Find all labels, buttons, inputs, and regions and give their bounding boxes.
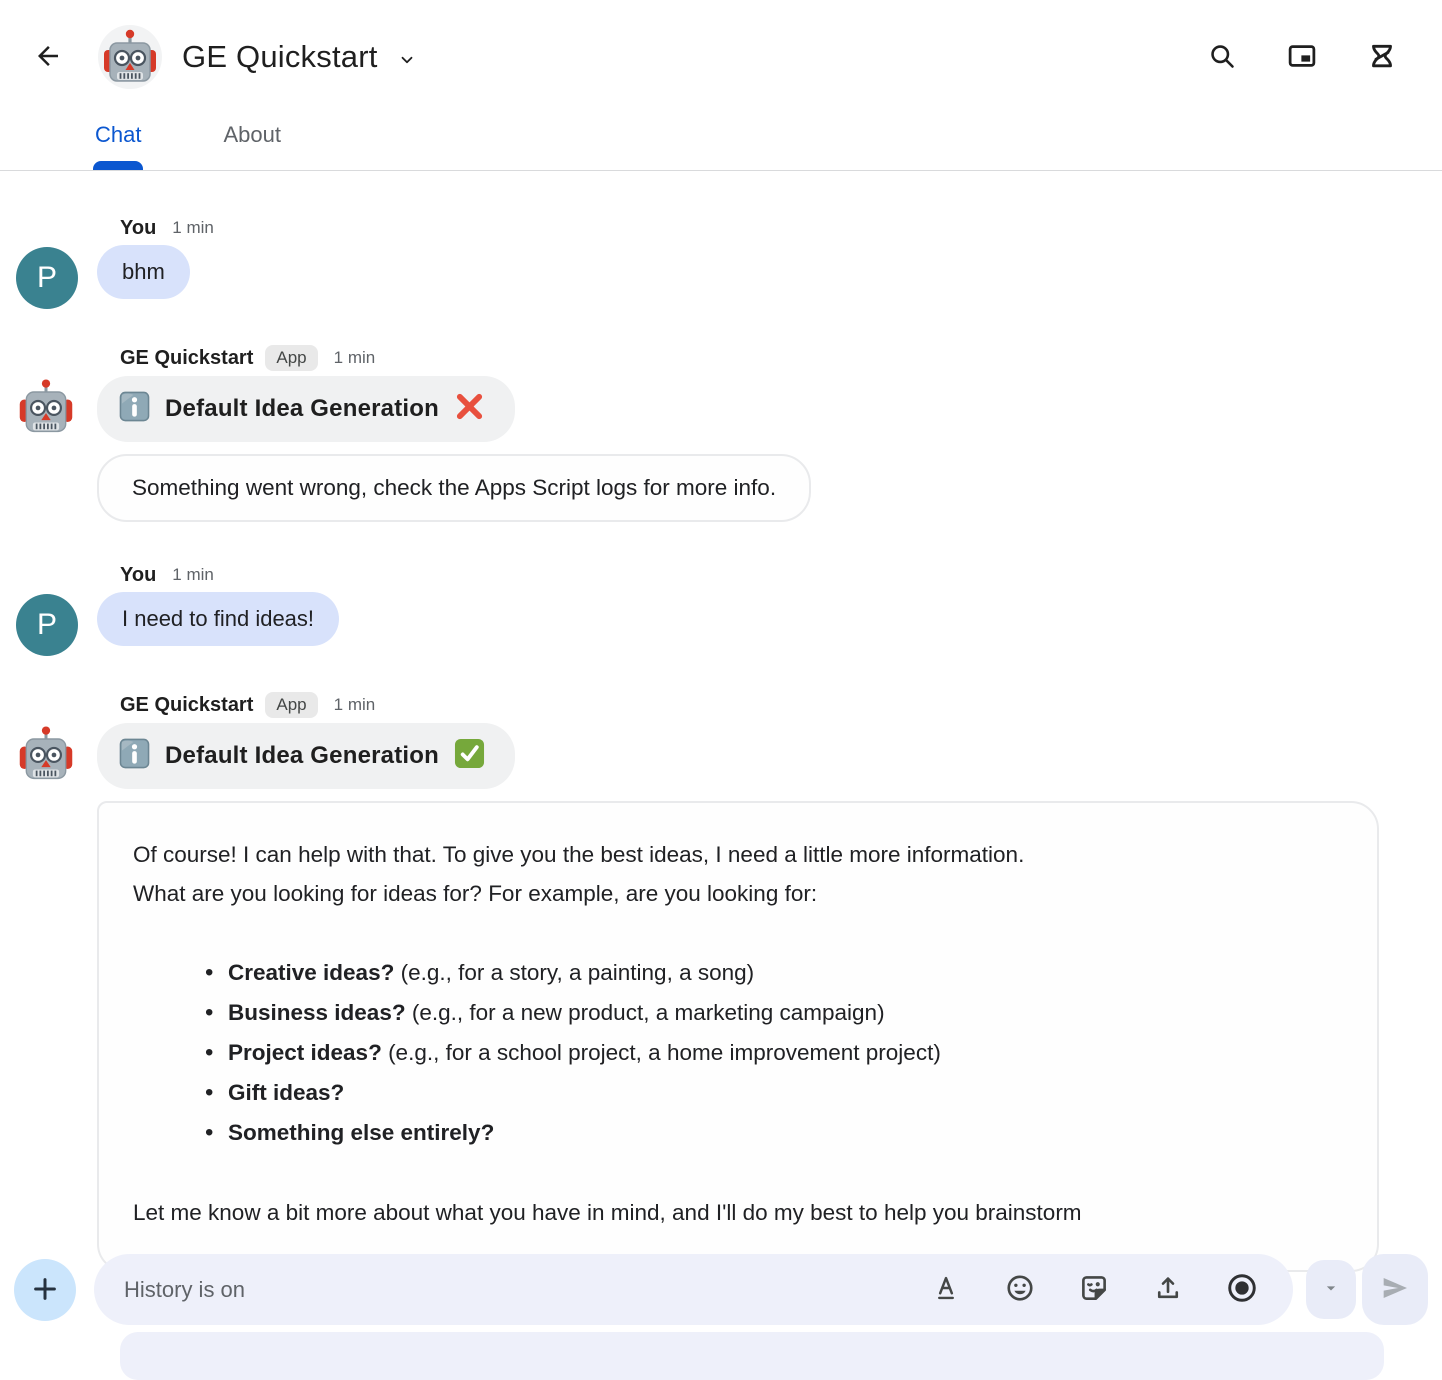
list-item-bold: Gift ideas? xyxy=(228,1080,345,1105)
message-group-app-1 xyxy=(0,343,1442,522)
hourglass-history-icon xyxy=(1367,41,1397,74)
workflow-title: Default Idea Generation xyxy=(165,742,439,769)
list-item-bold: Project ideas? xyxy=(228,1040,382,1065)
list-item-text: (e.g., for a school project, a home improvement project) xyxy=(381,1040,941,1065)
sender-name: You xyxy=(120,216,157,239)
upload-button[interactable] xyxy=(1151,1273,1185,1307)
emoji-button[interactable] xyxy=(1003,1273,1037,1307)
message-text-line: What are you looking for ideas for? For example, are you looking for: xyxy=(133,881,818,906)
timestamp: 1 min xyxy=(333,695,376,714)
workflow-status-card[interactable] xyxy=(97,376,515,442)
list-item-bold: Creative ideas? xyxy=(228,960,395,985)
picture-in-picture-button[interactable] xyxy=(1278,33,1326,81)
workflow-status-card[interactable] xyxy=(97,723,515,789)
user-message-bubble[interactable]: I need to find ideas! xyxy=(97,592,339,646)
message-text-line: Let me know a bit more about what you have in mind, and I'll do my best to help you brainstorm xyxy=(133,1200,1082,1225)
app-avatar xyxy=(16,724,76,784)
error-cross-icon xyxy=(454,391,485,427)
chevron-down-icon xyxy=(1321,1278,1341,1301)
list-item-bold: Business ideas? xyxy=(228,1000,406,1025)
sender-name: GE Quickstart xyxy=(120,346,254,369)
search-button[interactable] xyxy=(1198,33,1246,81)
message-group-user-2 xyxy=(0,560,1442,656)
list-item-text: (e.g., for a new product, a marketing campaign) xyxy=(405,1000,885,1025)
user-avatar: P xyxy=(16,247,78,309)
send-button[interactable] xyxy=(1362,1254,1428,1325)
send-options-button[interactable] xyxy=(1306,1260,1356,1319)
title-menu-button[interactable] xyxy=(390,44,424,78)
plus-icon xyxy=(30,1274,60,1307)
message-meta xyxy=(120,560,1442,590)
message-list xyxy=(0,171,1442,1272)
message-meta xyxy=(120,690,1442,720)
record-button[interactable] xyxy=(1225,1273,1259,1307)
timestamp: 1 min xyxy=(333,348,376,367)
success-check-icon xyxy=(454,738,485,774)
app-avatar xyxy=(16,377,76,437)
tab-bar xyxy=(95,122,1442,170)
sender-name: You xyxy=(120,563,157,586)
list-item-text: (e.g., for a story, a painting, a song) xyxy=(394,960,755,985)
record-icon xyxy=(1226,1272,1258,1307)
workflow-title: Default Idea Generation xyxy=(165,395,439,422)
page-title: GE Quickstart xyxy=(182,39,378,74)
back-arrow-icon xyxy=(33,41,63,74)
list-item xyxy=(133,953,1343,993)
tab-chat[interactable]: Chat xyxy=(95,122,141,170)
picture-in-picture-icon xyxy=(1287,41,1317,74)
add-button[interactable] xyxy=(14,1259,76,1321)
app-message-bubble[interactable] xyxy=(97,801,1379,1272)
tab-about[interactable]: About xyxy=(223,122,281,170)
info-icon xyxy=(119,391,150,427)
app-message-bubble[interactable]: Something went wrong, check the Apps Script logs for more info. xyxy=(97,454,811,522)
list-item xyxy=(133,993,1343,1033)
message-meta xyxy=(120,213,1442,243)
list-item xyxy=(133,1073,1343,1113)
list-item xyxy=(133,1113,1343,1153)
format-text-button[interactable] xyxy=(929,1273,963,1307)
sender-name: GE Quickstart xyxy=(120,693,254,716)
message-input-container[interactable] xyxy=(94,1254,1293,1325)
compose-bar xyxy=(0,1254,1442,1326)
next-section-edge xyxy=(120,1332,1384,1380)
app-badge: App xyxy=(265,345,317,371)
message-input[interactable] xyxy=(124,1277,929,1303)
app-avatar xyxy=(98,25,162,89)
app-badge: App xyxy=(265,692,317,718)
timestamp: 1 min xyxy=(172,565,214,584)
sticker-button[interactable] xyxy=(1077,1273,1111,1307)
message-text-line: Of course! I can help with that. To give you the best ideas, I need a little more information. xyxy=(133,842,1025,867)
message-group-app-2 xyxy=(0,690,1442,1272)
back-button[interactable] xyxy=(24,33,72,81)
message-meta xyxy=(120,343,1442,373)
idea-type-list xyxy=(133,953,1343,1153)
chevron-down-icon xyxy=(398,51,416,72)
upload-icon xyxy=(1153,1273,1183,1306)
send-icon xyxy=(1379,1272,1411,1307)
user-message-bubble[interactable]: bhm xyxy=(97,245,190,299)
emoji-smiley-icon xyxy=(1005,1273,1035,1306)
user-avatar: P xyxy=(16,594,78,656)
timestamp: 1 min xyxy=(172,218,214,237)
list-item xyxy=(133,1033,1343,1073)
info-icon xyxy=(119,738,150,774)
history-toggle-button[interactable] xyxy=(1358,33,1406,81)
message-group-user-1 xyxy=(0,213,1442,309)
search-icon xyxy=(1208,42,1236,73)
conversation-header xyxy=(0,0,1442,96)
format-text-icon xyxy=(932,1274,960,1305)
list-item-bold: Something else entirely? xyxy=(228,1120,495,1145)
sticker-icon xyxy=(1079,1273,1109,1306)
